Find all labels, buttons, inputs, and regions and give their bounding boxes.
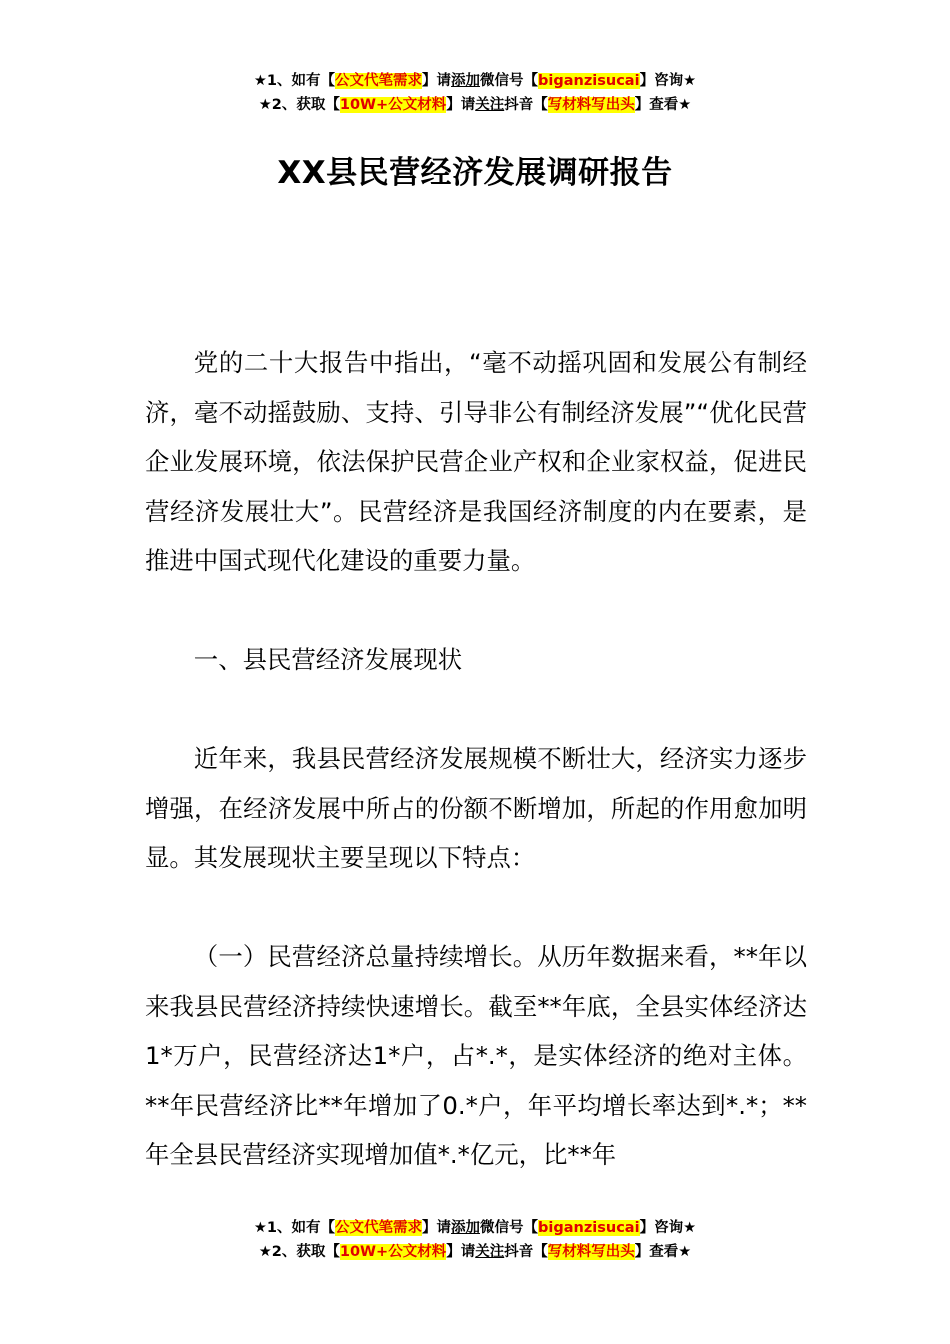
banner-emphasis: 关注	[475, 1244, 505, 1260]
banner-text: ★2、获取【	[258, 97, 340, 113]
banner-text: 抖音【	[504, 1244, 548, 1260]
banner-text: 】请	[446, 1244, 476, 1260]
banner-highlight: biganzisucai	[538, 73, 640, 89]
banner-line-1	[0, 1216, 950, 1240]
banner-emphasis: 添加	[451, 1220, 481, 1236]
header-banner	[0, 69, 950, 117]
paragraph-intro: 党的二十大报告中指出，“毫不动摇巩固和发展公有制经济，毫不动摇鼓励、支持、引导非公有制经济发展”“优化民营企业发展环境，依法保护民营企业产权和企业家权益，促进民营经济发展壮大”。民营经济是我国经济制度的内在要素，是推进中国式现代化建设的重要力量。	[145, 348, 807, 575]
banner-text: 】查看★	[634, 1244, 692, 1260]
section-heading: 一、县民营经济发展现状	[193, 645, 463, 674]
document-title: XX县民营经济发展调研报告	[277, 155, 673, 191]
banner-text: 】查看★	[634, 97, 692, 113]
paragraph-overview: 近年来，我县民营经济发展规模不断壮大，经济实力逐步增强，在经济发展中所占的份额不断增加，所起的作用愈加明显。其发展现状主要呈现以下特点：	[145, 744, 807, 872]
banner-text: 】请	[422, 73, 452, 89]
banner-text: 抖音【	[504, 97, 548, 113]
banner-highlight: 写材料写出头	[547, 1244, 635, 1260]
paragraph-point-1: （一）民营经济总量持续增长。从历年数据来看，**年以来我县民营经济持续快速增长。截至**年底，全县实体经济达1*万户，民营经济达1*户，占*.*，是实体经济的绝对主体。**年民营经济比**年增加了0.*户，年平均增长率达到*.*；**年全县民营经济实现增加值*.*亿元，比**年	[145, 942, 807, 1169]
banner-line-2	[0, 93, 950, 117]
banner-text: 】咨询★	[639, 1220, 697, 1236]
document-body	[145, 338, 807, 1180]
banner-emphasis: 添加	[451, 73, 481, 89]
banner-highlight: 10W+公文材料	[339, 1244, 447, 1260]
banner-text: 】请	[422, 1220, 452, 1236]
banner-text: 微信号【	[480, 73, 539, 89]
banner-text: 微信号【	[480, 1220, 539, 1236]
banner-text: ★1、如有【	[253, 73, 336, 89]
banner-emphasis: 关注	[475, 97, 505, 113]
banner-highlight: 写材料写出头	[547, 97, 635, 113]
banner-highlight: 10W+公文材料	[339, 97, 447, 113]
footer-banner	[0, 1216, 950, 1264]
banner-text: ★2、获取【	[258, 1244, 340, 1260]
banner-highlight: 公文代笔需求	[335, 73, 423, 89]
banner-highlight: biganzisucai	[538, 1220, 640, 1236]
banner-line-2	[0, 1240, 950, 1264]
banner-text: ★1、如有【	[253, 1220, 336, 1236]
banner-text: 】请	[446, 97, 476, 113]
banner-text: 】咨询★	[639, 73, 697, 89]
banner-highlight: 公文代笔需求	[335, 1220, 423, 1236]
banner-line-1	[0, 69, 950, 93]
